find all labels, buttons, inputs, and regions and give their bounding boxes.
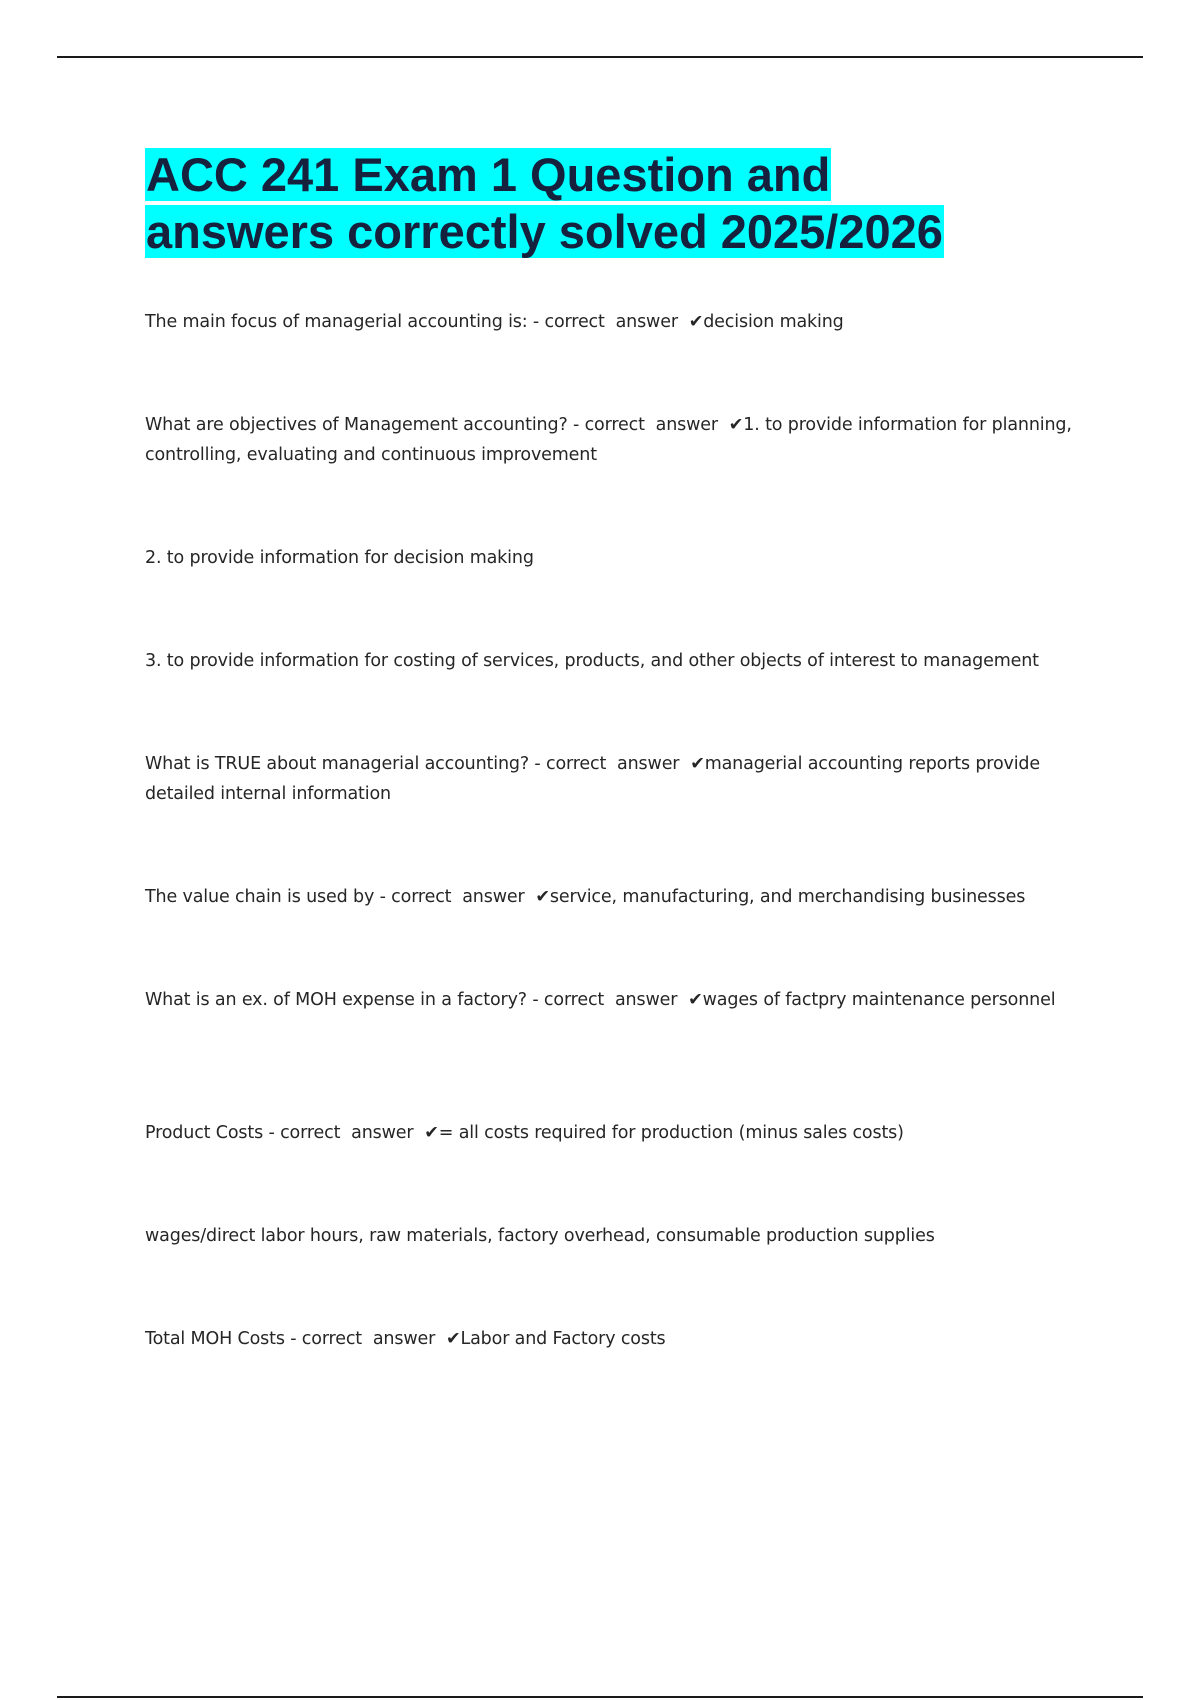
check-mark-icon: ✔ — [690, 754, 705, 774]
answer-text: 1. to provide information for planning, controlling, evaluating and continuous improvement — [145, 415, 1072, 465]
qa-entry-2 — [145, 410, 1085, 470]
check-mark-icon: ✔ — [424, 1123, 439, 1143]
title-line-1: ACC 241 Exam 1 Question and — [146, 148, 831, 201]
answer-text: managerial accounting reports provide detailed internal information — [145, 754, 1041, 804]
check-mark-icon: ✔ — [535, 887, 550, 907]
document-title — [145, 146, 1125, 260]
check-mark-icon: ✔ — [445, 1329, 461, 1349]
title-line-2: answers correctly solved 2025/2026 — [146, 205, 943, 258]
qa-entry-4 — [145, 882, 1085, 912]
question-text: What is an ex. of MOH expense in a factory? - correct answer — [145, 990, 689, 1010]
qa-entry-6 — [145, 1118, 1085, 1148]
qa-entry-5 — [145, 985, 1085, 1015]
question-text: What are objectives of Management accounting? - correct answer — [145, 415, 729, 435]
bottom-rule — [57, 1696, 1143, 1698]
check-mark-icon: ✔ — [688, 990, 703, 1010]
qa-entry-3 — [145, 749, 1085, 809]
answer-text: Labor and Factory costs — [460, 1329, 666, 1349]
top-rule — [57, 56, 1143, 58]
answer-continuation-6: wages/direct labor hours, raw materials, factory overhead, consumable production supplies — [145, 1226, 935, 1246]
qa-entry-7 — [145, 1324, 1085, 1354]
question-text: Total MOH Costs - correct answer — [145, 1329, 446, 1349]
answer-text: service, manufacturing, and merchandising businesses — [549, 887, 1026, 907]
question-text: What is TRUE about managerial accounting? - correct answer — [145, 754, 691, 774]
answer-continuation-2: 2. to provide information for decision making — [145, 548, 534, 568]
answer-continuation-3: 3. to provide information for costing of services, products, and other objects of interest to management — [145, 651, 1039, 671]
question-text: The value chain is used by - correct answer — [145, 887, 536, 907]
answer-text: decision making — [703, 312, 844, 332]
answer-text: = all costs required for production (minus sales costs) — [438, 1123, 904, 1143]
title-block — [145, 146, 1125, 260]
question-text: The main focus of managerial accounting is: - correct answer — [145, 312, 689, 332]
check-mark-icon: ✔ — [688, 312, 704, 332]
question-text: Product Costs - correct answer — [145, 1123, 425, 1143]
answer-text: wages of factpry maintenance personnel — [702, 990, 1056, 1010]
check-mark-icon: ✔ — [728, 415, 744, 435]
qa-entry-1 — [145, 307, 1085, 337]
